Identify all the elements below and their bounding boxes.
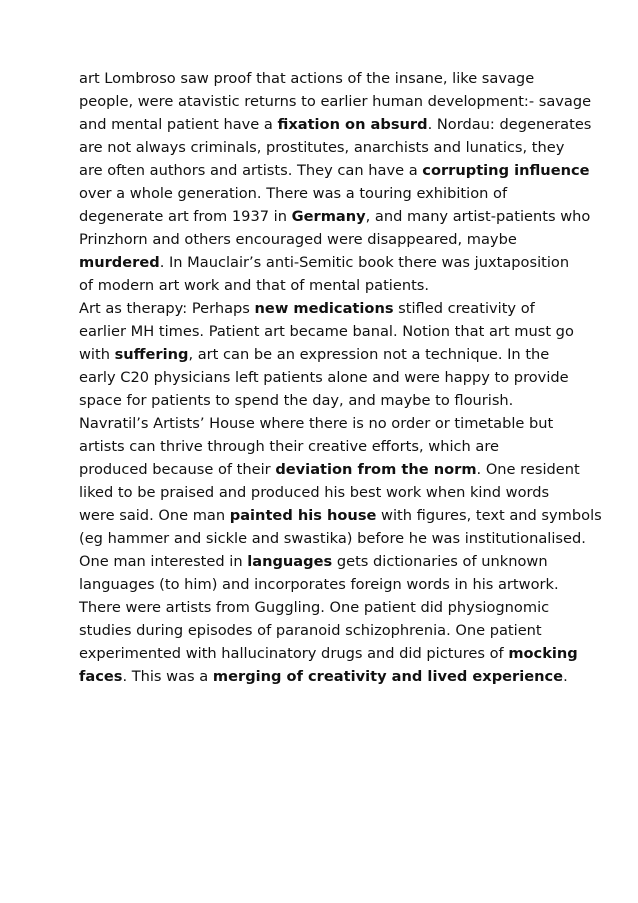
text-line [79,320,579,343]
bold-phrase: languages [247,553,333,570]
text-line [79,113,592,136]
text-segment: art Lombroso saw proof that actions of the insane, like savage [79,70,535,87]
text-line [79,274,579,297]
text-segment: . Nordau: degenerates [427,116,592,133]
text-segment: earlier MH times. Patient art became banal. Notion that art must go [79,323,574,340]
bold-phrase: murdered [79,254,160,271]
text-segment: are often authors and artists. They can have a [79,162,423,179]
text-line [79,67,579,90]
text-line [79,90,592,113]
text-segment: One man interested in [79,553,248,570]
text-line [79,343,579,366]
text-segment: , art can be an expression not a technique. In the [188,346,550,363]
text-line [79,481,579,504]
text-segment: with [79,346,115,363]
text-segment: gets dictionaries of unknown [332,553,548,570]
text-segment: people, were atavistic returns to earlier human development:- savage [79,93,592,110]
text-line [79,251,579,274]
text-line [79,642,579,665]
text-segment: and mental patient have a [79,116,278,133]
text-line [79,228,579,251]
text-line [79,458,579,481]
text-segment: space for patients to spend the day, and maybe to flourish. [79,392,514,409]
text-segment: Navratil’s Artists’ House where there is no order or timetable but [79,415,554,432]
text-line [79,205,591,228]
text-line [79,527,586,550]
bold-phrase: suffering [114,346,189,363]
text-segment: with figures, text and symbols [376,507,602,524]
text-segment: liked to be praised and produced his best work when kind words [79,484,550,501]
text-segment: degenerate art from 1937 in [79,208,292,225]
text-line [79,665,579,688]
text-segment: There were artists from Guggling. One patient did physiognomic [79,599,550,616]
text-line [79,573,579,596]
text-line [79,412,579,435]
text-segment: artists can thrive through their creative efforts, which are [79,438,500,455]
bold-phrase: mocking [508,645,578,662]
text-segment: studies during episodes of paranoid schizophrenia. One patient [79,622,542,639]
text-segment: . This was a [122,668,213,685]
bold-phrase: Germany [291,208,366,225]
bold-phrase: deviation from the norm [275,461,477,478]
text-segment: are not always criminals, prostitutes, anarchists and lunatics, they [79,139,565,156]
text-line [79,504,602,527]
text-segment: over a whole generation. There was a touring exhibition of [79,185,508,202]
text-segment: . In Mauclair’s anti-Semitic book there was juxtaposition [159,254,570,271]
text-segment: Prinzhorn and others encouraged were disappeared, maybe [79,231,517,248]
text-line [79,596,579,619]
text-segment: of modern art work and that of mental patients. [79,277,430,294]
bold-phrase: fixation on absurd [277,116,428,133]
bold-phrase: faces [79,668,123,685]
text-line [79,159,590,182]
text-segment: were said. One man [79,507,230,524]
text-segment: stifled creativity of [393,300,535,317]
text-segment: (eg hammer and sickle and swastika) before he was institutionalised. [79,530,586,547]
text-segment: Art as therapy: Perhaps [79,300,255,317]
text-line [79,550,579,573]
text-segment: . One resident [476,461,580,478]
text-line [79,619,579,642]
text-segment: languages (to him) and incorporates foreign words in his artwork. [79,576,559,593]
body-text [79,67,602,688]
text-segment: . [563,668,568,685]
text-segment: produced because of their [79,461,276,478]
text-line [79,297,579,320]
text-line [79,366,579,389]
text-segment: early C20 physicians left patients alone and were happy to provide [79,369,569,386]
bold-phrase: corrupting influence [422,162,590,179]
text-line [79,435,579,458]
bold-phrase: painted his house [229,507,377,524]
bold-phrase: new medications [254,300,394,317]
text-line [79,182,579,205]
text-line [79,389,579,412]
bold-phrase: merging of creativity and lived experience [212,668,564,685]
text-line [79,136,579,159]
text-segment: experimented with hallucinatory drugs and did pictures of [79,645,509,662]
text-segment: , and many artist-patients who [365,208,591,225]
